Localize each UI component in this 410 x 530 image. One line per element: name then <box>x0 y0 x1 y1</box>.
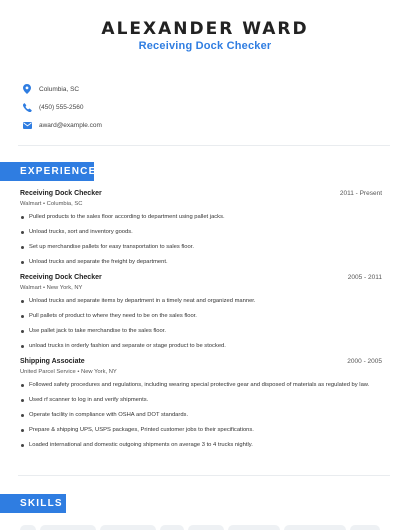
job-dates: 2000 - 2005 <box>347 358 382 365</box>
job-company-line <box>20 285 82 291</box>
job-title: Shipping Associate <box>20 358 85 365</box>
job-dates: 2005 - 2011 <box>347 274 382 281</box>
job-location: New York, NY <box>46 285 83 291</box>
job-bullet: Unload trucks and separate items by department in a timely neat and organized manner. <box>20 297 382 305</box>
job-bullet: Pulled products to the sales floor according to department using pallet jacks. <box>20 213 382 221</box>
job-bullet: unload trucks in orderly fashion and separate or stage product to be stocked. <box>20 342 382 350</box>
skills-section-heading: SKILLS <box>0 494 66 513</box>
resume-name: ALEXANDER WARD <box>101 19 309 39</box>
job-title: Receiving Dock Checker <box>20 274 102 281</box>
job-dates: 2011 - Present <box>339 190 382 197</box>
contact-location-text: Columbia, SC <box>39 85 80 93</box>
resume-job-title: Receiving Dock Checker <box>138 40 272 52</box>
job-bullet: Use pallet jack to take merchandise to the sales floor. <box>20 327 382 335</box>
job-bullet: Loaded international and domestic outgoing shipments on average 3 to 4 trucks nightly. <box>20 441 382 449</box>
phone-icon <box>22 102 32 112</box>
skill-pill <box>284 525 346 530</box>
job-company: Walmart <box>20 285 42 291</box>
separator-dot: • <box>77 369 82 375</box>
job-bullet: Pull pallets of product to where they need to be on the sales floor. <box>20 312 382 320</box>
job-bullet: Operate facility in compliance with OSHA and DOT standards. <box>20 411 382 419</box>
job-bullets <box>20 381 382 456</box>
location-pin-icon <box>22 84 32 94</box>
mail-icon <box>22 120 32 130</box>
contact-phone <box>22 100 382 114</box>
skill-pill <box>228 525 280 530</box>
skill-pill <box>100 525 156 530</box>
job-bullet: Used rf scanner to log in and verify shipments. <box>20 396 382 404</box>
job-company-line <box>20 369 117 375</box>
experience-section-heading: EXPERIENCE <box>0 162 94 181</box>
job-company: United Parcel Service <box>20 369 76 375</box>
skill-pill <box>40 525 96 530</box>
contact-location <box>22 82 382 96</box>
job-bullet: Unload trucks and separate the freight by department. <box>20 258 382 266</box>
job-bullet: Prepare & shipping UPS, USPS packages, Printed customer jobs to their specifications. <box>20 426 382 434</box>
contact-email-text: award@example.com <box>39 121 102 129</box>
job-location: Columbia, SC <box>46 201 83 207</box>
job-bullet: Followed safety procedures and regulations, including wearing special protective gear and disposed of materials as regulated by law. <box>20 381 382 389</box>
skill-pill <box>160 525 184 530</box>
job-company: Walmart <box>20 201 42 207</box>
separator-dot: • <box>43 285 47 291</box>
skill-pill <box>20 525 36 530</box>
divider <box>18 145 390 146</box>
job-title: Receiving Dock Checker <box>20 190 102 197</box>
job-bullet: Unload trucks, sort and inventory goods. <box>20 228 382 236</box>
job-bullets <box>20 297 382 357</box>
job-company-line <box>20 201 82 207</box>
job-bullets <box>20 213 382 273</box>
contact-email <box>22 118 382 132</box>
skill-pill <box>188 525 224 530</box>
skill-pill <box>350 525 380 530</box>
separator-dot: • <box>43 201 47 207</box>
job-bullet: Set up merchandise pallets for easy transportation to sales floor. <box>20 243 382 251</box>
job-location: New York, NY <box>81 369 117 375</box>
divider <box>18 475 390 476</box>
contact-phone-text: (450) 555-2560 <box>39 103 84 111</box>
